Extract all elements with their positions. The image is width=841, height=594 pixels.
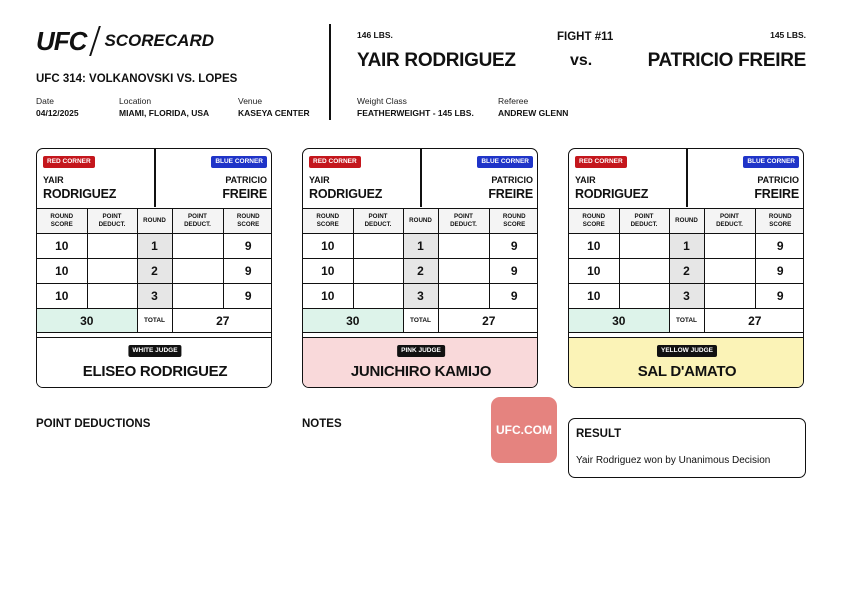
ufc-logo: UFC [36, 25, 87, 56]
ufc-scorecard-logo [36, 26, 214, 56]
round-row [569, 284, 804, 309]
red-round-score: 10 [303, 284, 353, 309]
red-round-score: 10 [569, 259, 619, 284]
total-label: TOTAL [669, 309, 704, 333]
red-weight: 146 LBS. [357, 30, 393, 40]
blue-weight: 145 LBS. [770, 30, 806, 40]
judge-scorecard [568, 148, 804, 388]
round-row [303, 259, 538, 284]
total-label: TOTAL [403, 309, 438, 333]
blue-round-score: 9 [489, 234, 538, 259]
red-point-deduction [87, 284, 137, 309]
blue-last-name: FREIRE [488, 187, 533, 201]
weight-class-value: FEATHERWEIGHT - 145 LBS. [357, 108, 474, 118]
round-row [37, 259, 272, 284]
blue-round-score: 9 [223, 284, 272, 309]
total-row [569, 309, 804, 333]
judge-name: ELISEO RODRIGUEZ [82, 363, 228, 380]
blue-total: 27 [438, 309, 538, 333]
round-number: 2 [137, 259, 172, 284]
judge-name: JUNICHIRO KAMIJO [350, 363, 492, 380]
round-score-header: ROUND SCORE [303, 209, 353, 234]
round-number: 3 [403, 284, 438, 309]
red-total: 30 [37, 309, 137, 333]
score-table [37, 208, 272, 333]
point-deduct-header: POINT DEDUCT. [704, 209, 755, 234]
red-point-deduction [353, 259, 403, 284]
venue-value: KASEYA CENTER [238, 108, 310, 118]
header-divider [329, 24, 331, 120]
round-number: 1 [403, 234, 438, 259]
blue-corner-badge: BLUE CORNER [477, 156, 533, 168]
red-corner-badge: RED CORNER [43, 156, 95, 168]
red-corner-badge: RED CORNER [575, 156, 627, 168]
round-number: 1 [669, 234, 704, 259]
result-title: RESULT [576, 428, 622, 440]
red-first-name: YAIR [43, 175, 64, 185]
logo-divider [90, 26, 102, 56]
date-label: Date [36, 96, 54, 106]
round-number: 3 [137, 284, 172, 309]
round-row [569, 234, 804, 259]
corner-divider [154, 149, 156, 207]
judge-scorecard [36, 148, 272, 388]
blue-round-score: 9 [755, 234, 804, 259]
red-point-deduction [87, 259, 137, 284]
red-round-score: 10 [303, 234, 353, 259]
red-total: 30 [569, 309, 669, 333]
blue-corner-badge: BLUE CORNER [211, 156, 267, 168]
round-header: ROUND [137, 209, 172, 234]
weight-class-label: Weight Class [357, 96, 407, 106]
red-point-deduction [619, 234, 669, 259]
blue-corner-badge: BLUE CORNER [743, 156, 799, 168]
red-last-name: RODRIGUEZ [309, 187, 383, 201]
red-point-deduction [353, 234, 403, 259]
location-label: Location [119, 96, 152, 106]
blue-first-name: PATRICIO [491, 175, 533, 185]
red-point-deduction [619, 284, 669, 309]
point-deduct-header: POINT DEDUCT. [87, 209, 137, 234]
judge-name: SAL D'AMATO [637, 363, 737, 380]
corner-header [569, 149, 804, 207]
point-deductions-title: POINT DEDUCTIONS [36, 418, 151, 430]
score-table-header [303, 209, 538, 234]
blue-round-score: 9 [223, 234, 272, 259]
blue-first-name: PATRICIO [757, 175, 799, 185]
red-first-name: YAIR [575, 175, 596, 185]
blue-point-deduction [438, 259, 489, 284]
corner-divider [686, 149, 688, 207]
round-row [303, 284, 538, 309]
round-row [37, 234, 272, 259]
blue-round-score: 9 [755, 259, 804, 284]
blue-round-score: 9 [489, 259, 538, 284]
red-corner-badge: RED CORNER [309, 156, 361, 168]
result-box [568, 418, 806, 478]
judge-scorecard [302, 148, 538, 388]
round-score-header: ROUND SCORE [569, 209, 619, 234]
fight-number: FIGHT #11 [557, 31, 614, 43]
blue-point-deduction [172, 284, 223, 309]
event-name: UFC 314: VOLKANOVSKI VS. LOPES [36, 73, 238, 85]
notes-title: NOTES [302, 418, 342, 430]
point-deduct-header: POINT DEDUCT. [353, 209, 403, 234]
judge-badge: PINK JUDGE [397, 345, 445, 357]
round-row [303, 234, 538, 259]
blue-last-name: FREIRE [754, 187, 799, 201]
corner-divider [420, 149, 422, 207]
score-table [569, 208, 804, 333]
round-score-header: ROUND SCORE [223, 209, 272, 234]
blue-point-deduction [172, 234, 223, 259]
blue-fighter-name: PATRICIO FREIRE [647, 50, 806, 71]
total-row [37, 309, 272, 333]
round-header: ROUND [403, 209, 438, 234]
round-number: 2 [403, 259, 438, 284]
blue-point-deduction [438, 284, 489, 309]
result-text: Yair Rodriguez won by Unanimous Decision [576, 455, 771, 466]
blue-point-deduction [438, 234, 489, 259]
score-table-header [37, 209, 272, 234]
red-point-deduction [87, 234, 137, 259]
blue-first-name: PATRICIO [225, 175, 267, 185]
red-round-score: 10 [303, 259, 353, 284]
round-score-header: ROUND SCORE [755, 209, 804, 234]
point-deduct-header: POINT DEDUCT. [438, 209, 489, 234]
total-row [303, 309, 538, 333]
judge-badge: YELLOW JUDGE [657, 345, 717, 357]
score-table [303, 208, 538, 333]
red-round-score: 10 [37, 259, 87, 284]
red-round-score: 10 [569, 234, 619, 259]
blue-round-score: 9 [755, 284, 804, 309]
judge-footer [303, 337, 538, 388]
blue-last-name: FREIRE [222, 187, 267, 201]
red-round-score: 10 [37, 284, 87, 309]
total-label: TOTAL [137, 309, 172, 333]
blue-round-score: 9 [223, 259, 272, 284]
corner-header [37, 149, 272, 207]
round-score-header: ROUND SCORE [489, 209, 538, 234]
red-total: 30 [303, 309, 403, 333]
score-table-header [569, 209, 804, 234]
location-value: MIAMI, FLORIDA, USA [119, 108, 210, 118]
round-number: 3 [669, 284, 704, 309]
corner-header [303, 149, 538, 207]
blue-point-deduction [704, 284, 755, 309]
round-header: ROUND [669, 209, 704, 234]
referee-label: Referee [498, 96, 529, 106]
round-number: 1 [137, 234, 172, 259]
round-row [37, 284, 272, 309]
round-score-header: ROUND SCORE [37, 209, 87, 234]
blue-total: 27 [172, 309, 272, 333]
vs-text: vs. [570, 52, 593, 69]
date-value: 04/12/2025 [36, 108, 79, 118]
referee-value: ANDREW GLENN [498, 108, 569, 118]
red-round-score: 10 [569, 284, 619, 309]
blue-point-deduction [172, 259, 223, 284]
scorecard-title: SCORECARD [104, 31, 214, 50]
red-round-score: 10 [37, 234, 87, 259]
red-last-name: RODRIGUEZ [575, 187, 649, 201]
venue-label: Venue [238, 96, 263, 106]
red-point-deduction [353, 284, 403, 309]
red-last-name: RODRIGUEZ [43, 187, 117, 201]
red-fighter-name: YAIR RODRIGUEZ [357, 50, 516, 71]
judge-footer [37, 337, 272, 388]
blue-point-deduction [704, 259, 755, 284]
judge-badge: WHITE JUDGE [128, 345, 181, 357]
point-deduct-header: POINT DEDUCT. [619, 209, 669, 234]
red-point-deduction [619, 259, 669, 284]
round-row [569, 259, 804, 284]
blue-round-score: 9 [489, 284, 538, 309]
ufc-com-watermark: UFC.COM [491, 397, 557, 463]
judge-footer [569, 337, 804, 388]
blue-total: 27 [704, 309, 804, 333]
blue-point-deduction [704, 234, 755, 259]
point-deduct-header: POINT DEDUCT. [172, 209, 223, 234]
round-number: 2 [669, 259, 704, 284]
red-first-name: YAIR [309, 175, 330, 185]
